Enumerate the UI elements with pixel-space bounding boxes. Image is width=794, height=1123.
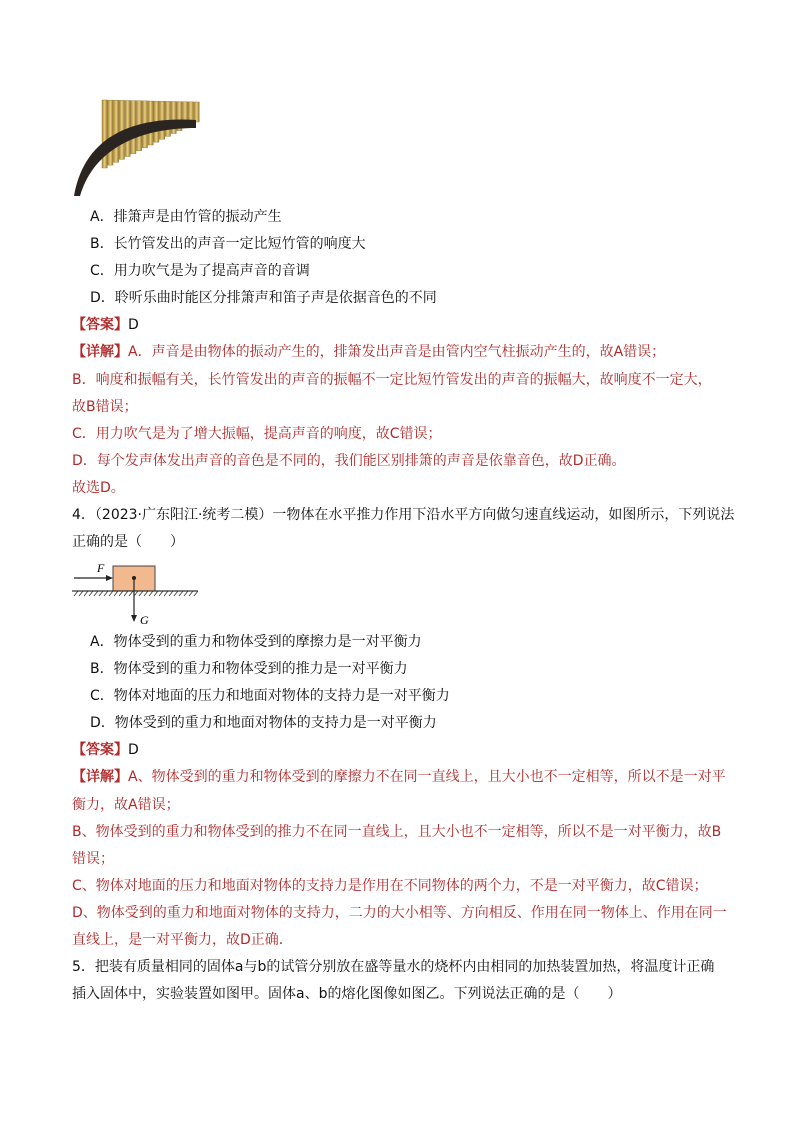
q3-detail: 【详解】A．声音是由物体的振动产生的，排箫发出声音是由管内空气柱振动产生的，故A错误；: [72, 344, 666, 360]
q4-detail-c: C、物体对地面的压力和地面对物体的支持力是作用在不同物体的两个力，不是一对平衡力，故C错误；: [72, 878, 708, 894]
q4-option-b: B．物体受到的重力和物体受到的推力是一对平衡力: [90, 661, 408, 677]
q4-detail-d: D、物体受到的重力和地面对物体的支持力，二力的大小相等、方向相反、作用在同一物体上、作用在同一: [72, 905, 727, 921]
q3-option-a: A．排箫声是由竹管的振动产生: [90, 209, 282, 225]
q4-stem-2: 正确的是（ ）: [72, 534, 184, 550]
q3-conclusion: 故选D。: [72, 480, 125, 496]
q4-option-d: D．物体受到的重力和地面对物体的支持力是一对平衡力: [90, 715, 437, 731]
q3-answer: 【答案】D: [72, 317, 139, 333]
q4-detail-d2: 直线上，是一对平衡力，故D正确．: [72, 932, 293, 948]
q4-option-c: C．物体对地面的压力和地面对物体的支持力是一对平衡力: [90, 688, 450, 704]
q4-detail-a2: 衡力，故A错误；: [72, 797, 180, 813]
pan-pipe-image: [70, 98, 200, 198]
q3-option-c: C．用力吹气是为了提高声音的音调: [90, 263, 310, 279]
q5-stem: 5．把装有质量相同的固体a与b的试管分别放在盛等量水的烧杯内由相同的加热装置加热，将温度计正确: [72, 959, 715, 975]
q3-detail-d: D．每个发声体发出声音的音色是不同的，我们能区别排箫的声音是依靠音色，故D正确。: [72, 453, 626, 469]
force-label: F: [97, 561, 105, 575]
q4-detail: 【详解】A、物体受到的重力和物体受到的摩擦力不在同一直线上，且大小也不一定相等，所以不是一对平: [72, 769, 726, 785]
gravity-label: G: [140, 613, 149, 627]
q3-detail-b2: 故B错误；: [72, 399, 138, 415]
q4-option-a: A．物体受到的重力和物体受到的摩擦力是一对平衡力: [90, 634, 422, 650]
q4-detail-b: B、物体受到的重力和物体受到的推力不在同一直线上，且大小也不一定相等，所以不是一对平衡力，故B: [72, 824, 722, 840]
q3-detail-c: C．用力吹气是为了增大振幅，提高声音的响度，故C错误；: [72, 426, 442, 442]
q3-detail-b: B．响度和振幅有关，长竹管发出的声音的振幅不一定比短竹管发出的声音的振幅大，故响度不一定大，: [72, 372, 712, 388]
q4-detail-b2: 错误；: [72, 851, 114, 867]
q3-option-d: D．聆听乐曲时能区分排箫声和笛子声是依据音色的不同: [90, 290, 437, 306]
q4-stem: 4．（2023·广东阳江·统考二模）一物体在水平推力作用下沿水平方向做匀速直线运动，如图所示，下列说法: [72, 507, 735, 523]
force-diagram: [70, 560, 205, 630]
q5-stem-2: 插入固体中，实验装置如图甲。固体a、b的熔化图像如图乙。下列说法正确的是（ ）: [72, 986, 622, 1002]
q3-option-b: B．长竹管发出的声音一定比短竹管的响度大: [90, 236, 366, 252]
q4-answer: 【答案】D: [72, 742, 139, 758]
